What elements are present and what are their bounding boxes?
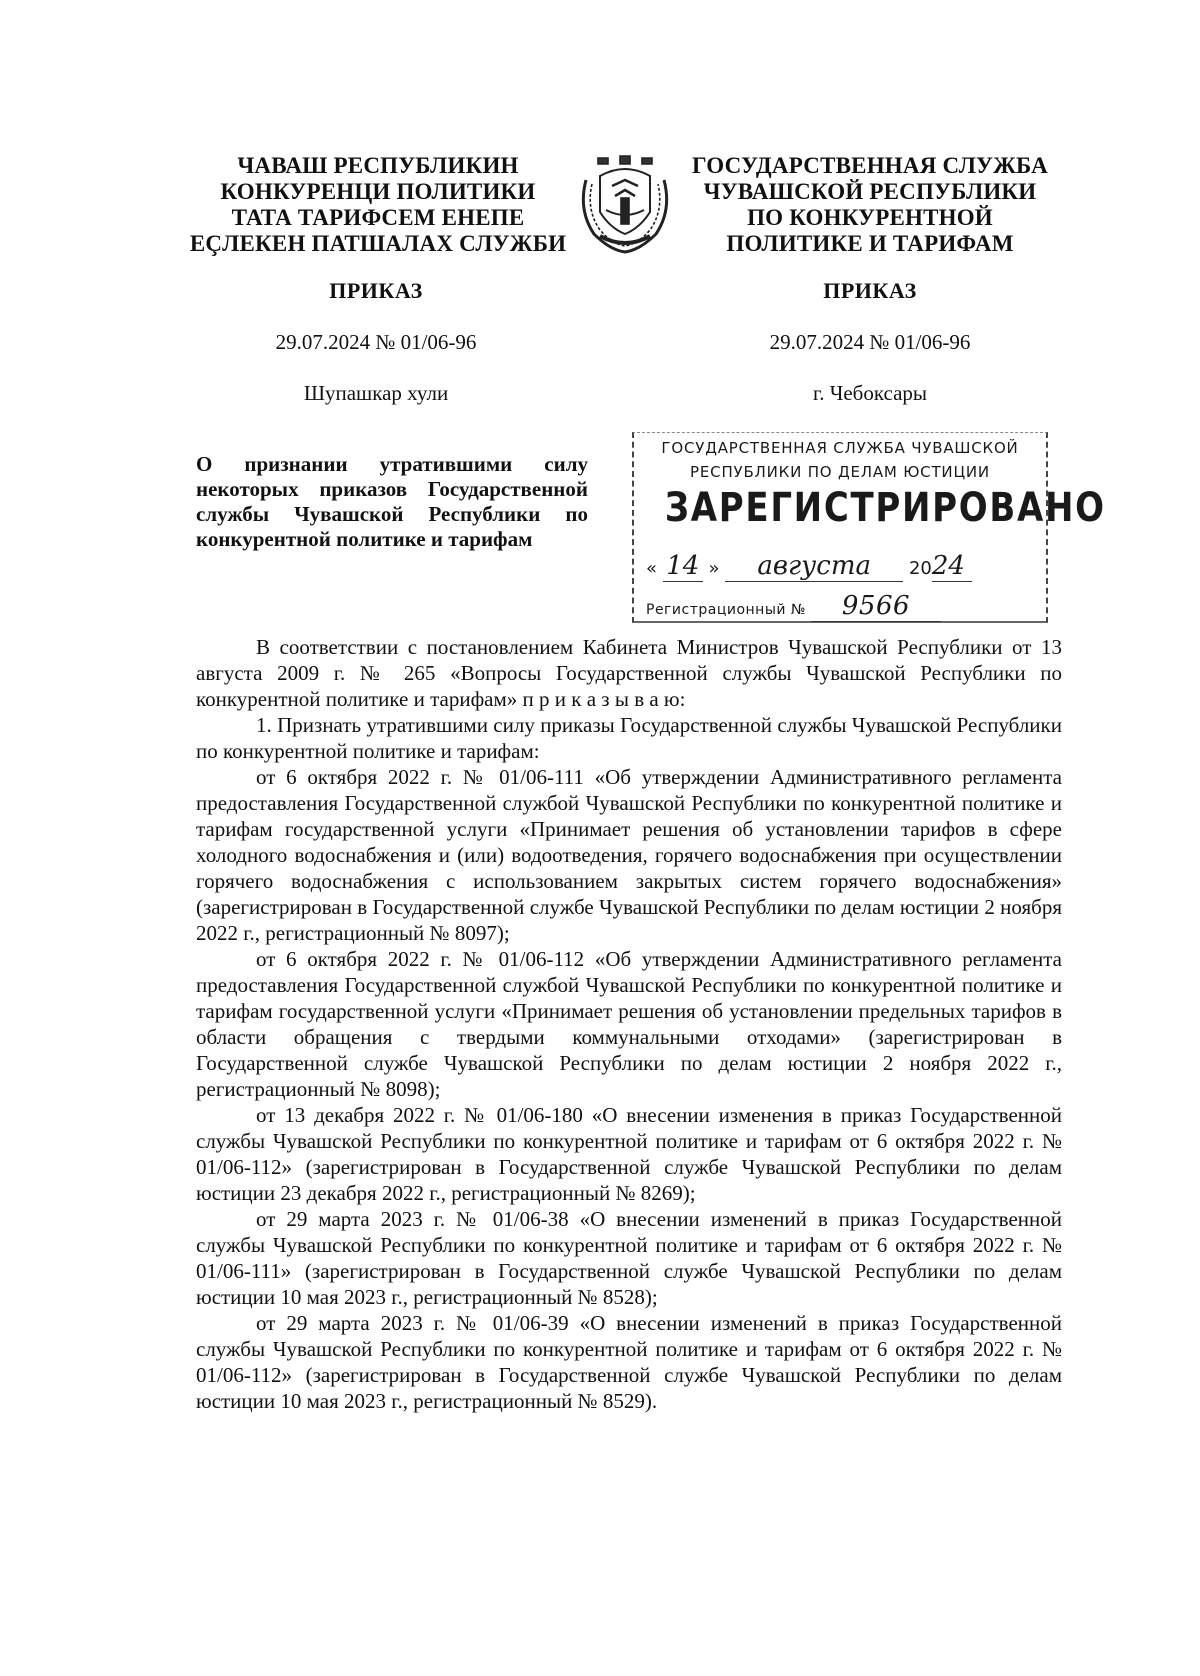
body-paragraph: от 6 октября 2022 г. № 01/06-112 «Об утверждении Административного регламента предоставления Государственной службой Чувашской Республики по конкурентной политике и тарифам государственной услуги «Принимает решения об установлении предельных тарифов в области обращения с твердыми коммунальными отходами» (зарегистрирован в Государственной службе Чувашской Республики по делам юстиции 2 ноября 2022 г., регистрационный № 8098); — [196, 947, 1062, 1101]
header-line: ТАТА ТАРИФСЕМ ЕНЕПЕ — [231, 205, 525, 230]
order-number-russian: 29.07.2024 № 01/06-96 — [769, 330, 971, 354]
title-line: О признании утратившими силу — [196, 452, 588, 476]
header-line: ГОСУДАРСТВЕННАЯ СЛУЖБА — [692, 153, 1048, 178]
title-line: некоторых приказов Государственной — [196, 477, 588, 501]
city-russian: г. Чебоксары — [812, 381, 928, 405]
header-line: ЕÇЛЕКЕН ПАТШАЛАХ СЛУЖБИ — [189, 231, 567, 256]
title-line: службы Чувашской Республики по — [196, 502, 588, 526]
quote-open: « — [646, 558, 663, 579]
order-number-chuvash: 29.07.2024 № 01/06-96 — [275, 330, 477, 354]
header-line: ЧУВАШСКОЙ РЕСПУБЛИКИ — [703, 179, 1037, 204]
header-line: ПО КОНКУРЕНТНОЙ — [747, 205, 993, 230]
document-title — [196, 452, 588, 552]
header-line: ЧАВАШ РЕСПУБЛИКИН — [237, 153, 519, 178]
order-label-chuvash: ПРИКАЗ — [329, 278, 423, 303]
stamp-reg-label: Регистрационный № — [646, 602, 806, 618]
registration-stamp — [632, 432, 1106, 623]
stamp-line-2: РЕСПУБЛИКИ ПО ДЕЛАМ ЮСТИЦИИ — [690, 463, 990, 481]
header-line: КОНКУРЕНЦИ ПОЛИТИКИ — [220, 179, 536, 204]
order-label-russian: ПРИКАЗ — [823, 278, 917, 303]
body-paragraph: от 29 марта 2023 г. № 01/06-39 «О внесении изменений в приказ Государственной службы Чувашской Республики по конкурентной политике и тарифам от 6 октября 2022 г. № 01/06-112» (зарегистрирован в Государственной службе Чувашской Республики по делам юстиции 10 мая 2023 г., регистрационный № 8529). — [196, 1311, 1062, 1413]
header-chuvash — [188, 153, 568, 257]
header-line: ПОЛИТИКЕ И ТАРИФАМ — [726, 231, 1014, 256]
stamp-reg-number: 9566 — [811, 591, 941, 622]
stamp-line-1: ГОСУДАРСТВЕННАЯ СЛУЖБА ЧУВАШСКОЙ — [661, 439, 1019, 457]
quote-close: » — [702, 558, 726, 579]
city-chuvash: Шупашкар хули — [303, 381, 449, 405]
body-paragraph: 1. Признать утратившими силу приказы Государственной службы Чувашской Республики по конкурентной политике и тарифам: — [196, 713, 1062, 763]
body-paragraph: В соответствии с постановлением Кабинета Министров Чувашской Республики от 13 августа 2009 г. № 265 «Вопросы Государственной службы Чувашской Республики по конкурентной политике и тарифам» п р и к а з ы в а ю: — [196, 635, 1062, 711]
header-russian — [680, 153, 1060, 257]
stamp-date — [646, 551, 1036, 582]
stamp-month: августа — [725, 551, 903, 582]
stamp-year-suffix: 24 — [932, 551, 972, 582]
body-paragraph: от 13 декабря 2022 г. № 01/06-180 «О внесении изменения в приказ Государственной службы Чувашской Республики по конкурентной политике и тарифам от 6 октября 2022 г. № 01/06-112» (зарегистрирован в Государственной службе Чувашской Республики по делам юстиции 23 декабря 2022 г., регистрационный № 8269); — [196, 1103, 1062, 1205]
document-body — [196, 634, 1062, 1414]
stamp-day: 14 — [663, 551, 703, 582]
body-paragraph: от 29 марта 2023 г. № 01/06-38 «О внесении изменений в приказ Государственной службы Чувашской Республики по конкурентной политике и тарифам от 6 октября 2022 г. № 01/06-111» (зарегистрирован в Государственной службе Чувашской Республики по делам юстиции 10 мая 2023 г., регистрационный № 8528); — [196, 1207, 1062, 1309]
stamp-registered: ЗАРЕГИСТРИРОВАНО — [664, 485, 1106, 531]
stamp-registration-row — [646, 591, 941, 622]
title-line: конкурентной политике и тарифам — [196, 527, 533, 551]
body-paragraph: от 6 октября 2022 г. № 01/06-111 «Об утверждении Административного регламента предоставления Государственной службой Чувашской Республики по конкурентной политике и тарифам государственной услуги «Принимает решения об установлении тарифов в сфере холодного водоснабжения и (или) водоотведения, горячего водоснабжения при осуществлении горячего водоснабжения с использованием закрытых систем горячего водоснабжения» (зарегистрирован в Государственной службе Чувашской Республики по делам юстиции 2 ноября 2022 г., регистрационный № 8097); — [196, 765, 1062, 945]
stamp-year-prefix: 20 — [908, 558, 932, 579]
chuvash-emblem-icon — [570, 150, 680, 258]
